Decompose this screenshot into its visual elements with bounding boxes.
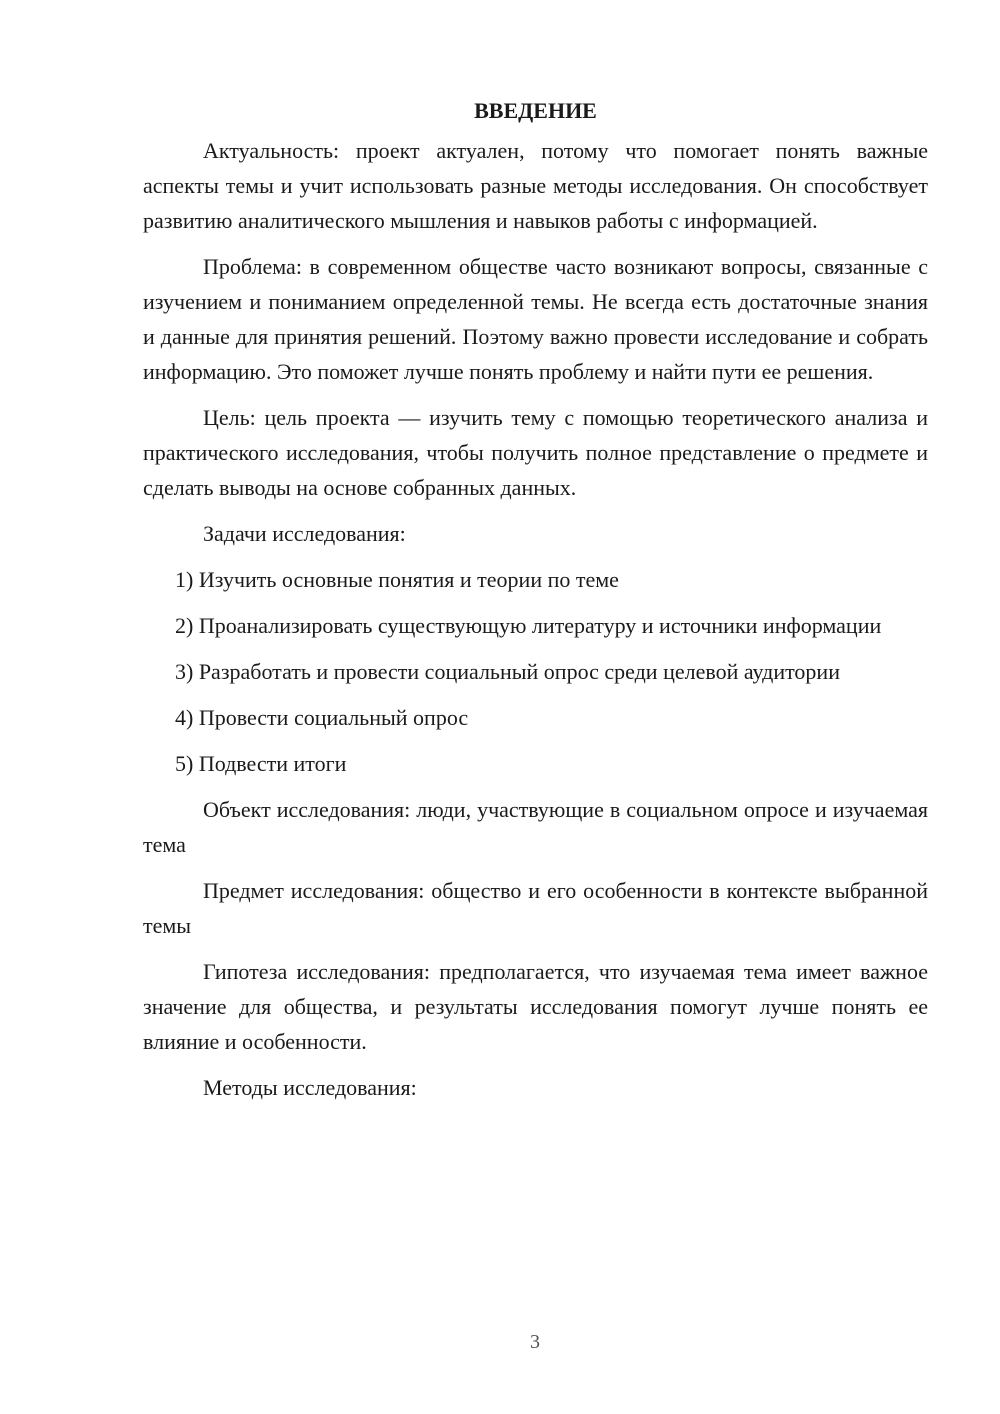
tasks-list (143, 562, 928, 781)
paragraph-subject: Предмет исследования: общество и его особенности в контексте выбранной темы (143, 878, 928, 938)
paragraph-problem: Проблема: в современном обществе часто возникают вопросы, связанные с изучением и пониманием определенной темы. Не всегда есть достаточные знания и данные для принятия решений. Поэтому важно провести исследование и собрать информацию. Это поможет лучше понять проблему и найти пути ее решения. (143, 254, 928, 384)
list-item: 4) Провести социальный опрос (175, 705, 469, 730)
document-page (143, 95, 928, 1116)
paragraph-relevance: Актуальность: проект актуален, потому что помогает понять важные аспекты темы и учит использовать разные методы исследования. Он способствует развитию аналитического мышления и навыков работы с информацией. (143, 138, 928, 233)
list-item: 1) Изучить основные понятия и теории по теме (175, 567, 619, 592)
paragraph-object: Объект исследования: люди, участвующие в социальном опросе и изучаемая тема (143, 797, 928, 857)
list-item: 2) Проанализировать существующую литературу и источники информации (175, 613, 882, 638)
list-item: 3) Разработать и провести социальный опрос среди целевой аудитории (175, 659, 840, 684)
section-title: ВВЕДЕНИЕ (474, 98, 597, 123)
paragraph-methods: Методы исследования: (203, 1075, 417, 1100)
tasks-heading: Задачи исследования: (203, 521, 406, 546)
paragraph-goal: Цель: цель проекта — изучить тему с помощью теоретического анализа и практического исследования, чтобы получить полное представление о предмете и сделать выводы на основе собранных данных. (143, 405, 928, 500)
list-item: 5) Подвести итоги (175, 751, 347, 776)
page-number: 3 (530, 1331, 540, 1353)
paragraph-hypothesis: Гипотеза исследования: предполагается, что изучаемая тема имеет важное значение для общества, и результаты исследования помогут лучше понять ее влияние и особенности. (143, 959, 928, 1054)
